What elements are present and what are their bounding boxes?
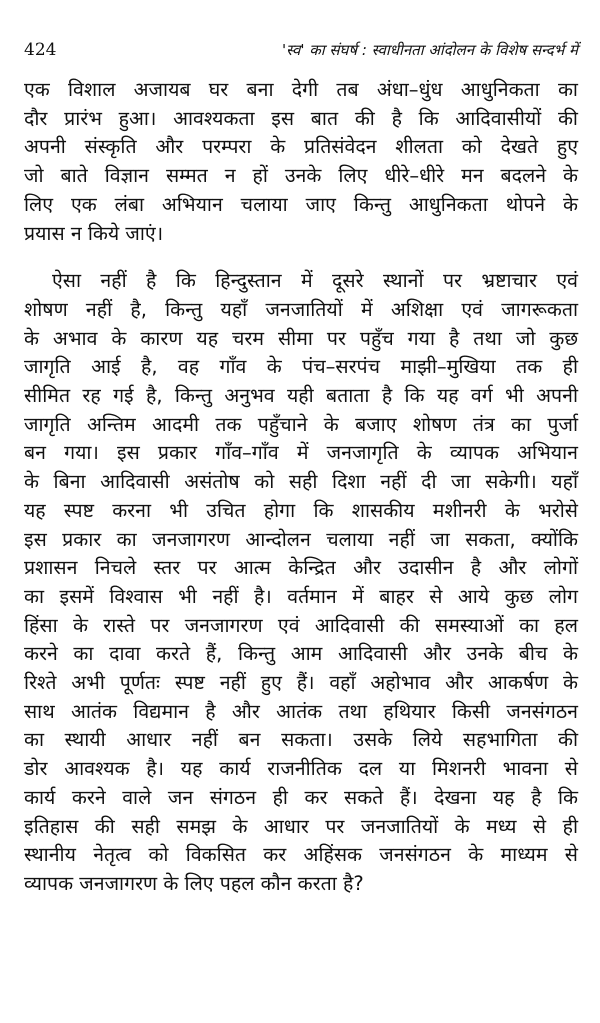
text-line: प्रयास न किये जाएं।: [24, 221, 164, 245]
text-line: दौर प्रारंभ हुआ। आवश्यकता इस बात की है कि आदिवासीयों की: [24, 106, 578, 130]
page-number: 424: [24, 40, 57, 60]
body-text: [24, 76, 578, 899]
paragraph-2: [24, 267, 578, 898]
text-line: हिंसा के रास्ते पर जनजागरण एवं आदिवासी की समस्याओं का हल: [24, 613, 578, 637]
text-line: डोर आवश्यक है। यह कार्य राजनीतिक दल या मिशनरी भावना से: [24, 757, 578, 781]
text-line: लिए एक लंबा अभियान चलाया जाए किन्तु आधुनिकता थोपने के: [24, 192, 578, 216]
text-line: जागृति आई है, वह गाँव के पंच–सरपंच माझी–मुखिया तक ही: [24, 355, 578, 379]
text-line: यह स्पष्ट करना भी उचित होगा कि शासकीय मशीनरी के भरोसे: [24, 498, 578, 522]
paragraph-1: [24, 76, 578, 248]
text-line: के बिना आदिवासी असंतोष को सही दिशा नहीं दी जा सकेगी। यहाँ: [24, 470, 578, 494]
text-line: एक विशाल अजायब घर बना देगी तब अंधा–धुंध आधुनिकता का: [24, 78, 578, 101]
text-line: व्यापक जनजागरण के लिए पहल कौन करता है?: [24, 871, 364, 895]
text-line: ऐसा नहीं है कि हिन्दुस्तान में दूसरे स्थानों पर भ्रष्टाचार एवं: [52, 269, 578, 293]
running-header: [24, 38, 578, 62]
text-line: जागृति अन्तिम आदमी तक पहुँचाने के बजाए शोषण तंत्र का पुर्जा: [24, 412, 578, 436]
text-line: सीमित रह गई है, किन्तु अनुभव यही बताता है कि यह वर्ग भी अपनी: [24, 384, 578, 408]
text-line: कार्य करने वाले जन संगठन ही कर सकते हैं। देखना यह है कि: [24, 785, 578, 809]
text-line: जो बाते विज्ञान सम्मत न हों उनके लिए धीरे–धीरे मन बदलने के: [24, 164, 578, 188]
chapter-title: 'स्व' का संघर्ष : स्वाधीनता आंदोलन के विशेष सन्दर्भ में: [282, 41, 578, 59]
text-line: अपनी संस्कृति और परम्परा के प्रतिसंवेदन शीलता को देखते हुए: [24, 135, 578, 159]
text-line: प्रशासन निचले स्तर पर आत्म केन्द्रित और उदासीन है और लोगों: [24, 556, 578, 580]
text-line: इतिहास की सही समझ के आधार पर जनजातियों के मध्य से ही: [24, 814, 578, 838]
text-line: शोषण नहीं है, किन्तु यहाँ जनजातियों में अशिक्षा एवं जागरूकता: [24, 297, 578, 321]
text-line: स्थानीय नेतृत्व को विकसित कर अहिंसक जनसंगठन के माध्यम से: [24, 843, 578, 867]
text-line: करने का दावा करते हैं, किन्तु आम आदिवासी और उनके बीच के: [24, 642, 578, 666]
text-line: साथ आतंक विद्यमान है और आतंक तथा हथियार किसी जनसंगठन: [24, 699, 578, 723]
text-line: बन गया। इस प्रकार गाँव–गाँव में जनजागृति के व्यापक अभियान: [24, 441, 578, 465]
paragraph-gap: [24, 248, 578, 267]
text-line: इस प्रकार का जनजागरण आन्दोलन चलाया नहीं जा सकता, क्योंकि: [24, 527, 578, 551]
text-line: के अभाव के कारण यह चरम सीमा पर पहुँच गया है तथा जो कुछ: [24, 326, 578, 350]
text-line: का स्थायी आधार नहीं बन सकता। उसके लिये सहभागिता की: [24, 728, 578, 752]
text-line: रिश्ते अभी पूर्णतः स्पष्ट नहीं हुए हैं। वहाँ अहोभाव और आकर्षण के: [24, 671, 578, 695]
text-line: का इसमें विश्वास भी नहीं है। वर्तमान में बाहर से आये कुछ लोग: [24, 584, 578, 608]
